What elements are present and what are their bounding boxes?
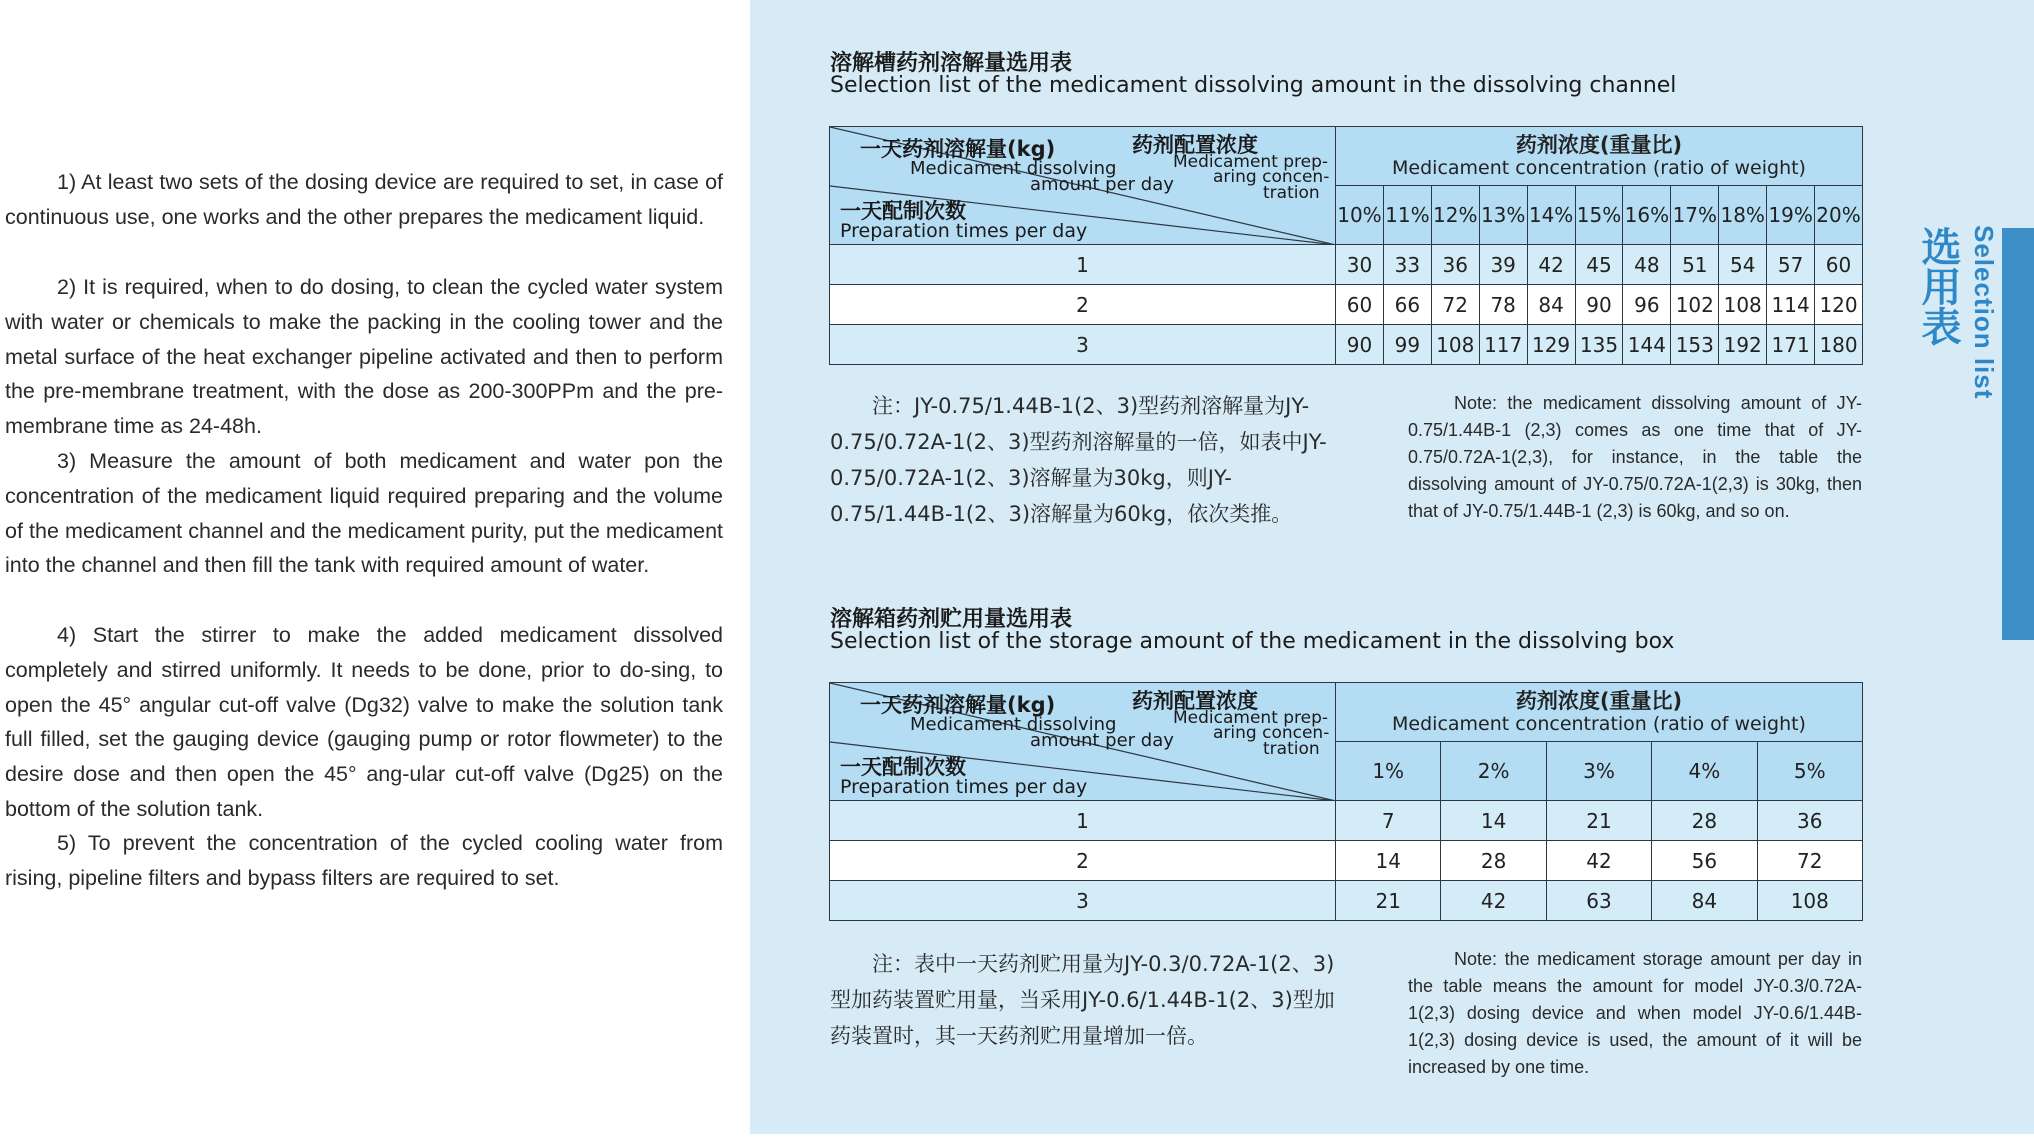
- table-cell: 90: [1575, 285, 1623, 325]
- prep-label-en: Preparation times per day: [840, 776, 1088, 798]
- dissolve-label-en-2: amount per day: [1030, 730, 1174, 751]
- table-cell: 39: [1479, 245, 1527, 285]
- table-cell: 108: [1719, 285, 1767, 325]
- table1-col-header: 12%: [1431, 186, 1479, 245]
- table-cell: 21: [1546, 801, 1651, 841]
- table1-col-header: 11%: [1383, 186, 1431, 245]
- paragraph-3: 3) Measure the amount of both medicament and water pon the concentration of the medicament liquid required preparing and the volume of the medicament channel and the medicament purity, put the medicament into the channel and then fill the tank with required amount of water.: [5, 449, 723, 578]
- left-text-panel: [0, 0, 750, 1143]
- table-cell: 180: [1815, 325, 1863, 365]
- table-row: [830, 325, 1863, 365]
- table-cell: 28: [1441, 841, 1546, 881]
- table1-title-en: Selection list of the medicament dissolving amount in the dissolving channel: [830, 73, 1677, 98]
- table1-col-header: 20%: [1815, 186, 1863, 245]
- table1-col-header: 10%: [1336, 186, 1384, 245]
- side-label-cn: 选用表: [1915, 226, 1961, 346]
- table-cell: 66: [1383, 285, 1431, 325]
- table-cell: 72: [1757, 841, 1862, 881]
- table-cell: 28: [1652, 801, 1757, 841]
- table-row: [830, 801, 1863, 841]
- table-cell: 56: [1652, 841, 1757, 881]
- table-cell: 14: [1336, 841, 1441, 881]
- prep-label-en: Preparation times per day: [840, 220, 1088, 242]
- config-label-cn: 药剂配置浓度: [1132, 689, 1258, 713]
- prep-label-cn: 一天配制次数: [840, 755, 966, 779]
- side-tab-bar: [2002, 228, 2034, 640]
- table2-note-cn: 注：表中一天药剂贮用量为JY-0.3/0.72A-1(2、3)型加药装置贮用量，当采用JY-0.6/1.44B-1(2、3)型加药装置时，其一天药剂贮用量增加一倍。: [830, 952, 1335, 1048]
- table2-title-cn: 溶解箱药剂贮用量选用表: [830, 607, 1073, 632]
- row-label: 1: [830, 245, 1336, 285]
- table1-concentration-header: [1336, 127, 1863, 186]
- table2-col-header: 4%: [1652, 742, 1757, 801]
- table-cell: 57: [1767, 245, 1815, 285]
- table-cell: 60: [1336, 285, 1384, 325]
- table-cell: 60: [1815, 245, 1863, 285]
- table-cell: 36: [1431, 245, 1479, 285]
- table2-diagonal-header: [830, 683, 1336, 801]
- table1-col-header: 19%: [1767, 186, 1815, 245]
- dissolve-label-en-1: Medicament dissolving: [910, 158, 1117, 179]
- row-label: 2: [830, 841, 1336, 881]
- table-row: [830, 881, 1863, 921]
- table1-col-header: 17%: [1671, 186, 1719, 245]
- table-row: [830, 245, 1863, 285]
- dissolve-label-en-1: Medicament dissolving: [910, 714, 1117, 735]
- row-label: 3: [830, 325, 1336, 365]
- table-cell: 7: [1336, 801, 1441, 841]
- table1-col-header: 14%: [1527, 186, 1575, 245]
- config-label-en-2: aring concen-: [1213, 723, 1330, 743]
- table-cell: 117: [1479, 325, 1527, 365]
- table2-note-en: Note: the medicament storage amount per day in the table means the amount for model JY-0.3/0.72A-1(2,3) dosing device and when model JY-0.6/1.44B-1(2,3) dosing device is used, the amount of it will be increased by one time.: [1408, 949, 1862, 1077]
- config-label-en-3: tration: [1263, 183, 1320, 203]
- concentration-label-en: Medicament concentration (ratio of weight): [1392, 713, 1806, 735]
- table-cell: 45: [1575, 245, 1623, 285]
- table-cell: 96: [1623, 285, 1671, 325]
- table-cell: 48: [1623, 245, 1671, 285]
- table-cell: 54: [1719, 245, 1767, 285]
- table1-note-cn: 注：JY-0.75/1.44B-1(2、3)型药剂溶解量为JY-0.75/0.72A-1(2、3)型药剂溶解量的一倍，如表中JY-0.75/0.72A-1(2、3)溶解量为30kg，则JY-0.75/1.44B-1(2、3)溶解量为60kg，依次类推。: [830, 394, 1327, 526]
- table-cell: 51: [1671, 245, 1719, 285]
- table1-col-header: 13%: [1479, 186, 1527, 245]
- table-cell: 21: [1336, 881, 1441, 921]
- table1-title-cn: 溶解槽药剂溶解量选用表: [830, 51, 1073, 76]
- table-cell: 33: [1383, 245, 1431, 285]
- table-cell: 99: [1383, 325, 1431, 365]
- concentration-label-cn: 药剂浓度(重量比): [1515, 133, 1683, 157]
- table2-col-header: 1%: [1336, 742, 1441, 801]
- table-cell: 90: [1336, 325, 1384, 365]
- row-label: 2: [830, 285, 1336, 325]
- paragraph-1: 1) At least two sets of the dosing device are required to set, in case of continuous use, one works and the other prepares the medicament liquid.: [5, 170, 723, 229]
- paragraph-4: 4) Start the stirrer to make the added medicament dissolved completely and stirred uniformly. It needs to be done, prior to do-sing, to open the 45° angular cut-off valve (Dg32) valve to make the solution tank full filled, set the gauging device (gauging pump or rotor flowmeter) to the desire dose and then open the 45° ang-ular cut-off valve (Dg25) on the bottom of the solution tank.: [5, 623, 723, 821]
- table-cell: 114: [1767, 285, 1815, 325]
- dissolve-label-cn: 一天药剂溶解量(kg): [860, 693, 1056, 717]
- table-cell: 78: [1479, 285, 1527, 325]
- table-cell: 102: [1671, 285, 1719, 325]
- table2: [829, 682, 1863, 921]
- table-row: [830, 841, 1863, 881]
- config-label-cn: 药剂配置浓度: [1132, 133, 1258, 157]
- config-label-en-1: Medicament prep-: [1173, 708, 1329, 728]
- table-cell: 42: [1441, 881, 1546, 921]
- dissolve-label-en-2: amount per day: [1030, 174, 1174, 195]
- table-cell: 129: [1527, 325, 1575, 365]
- table2-concentration-header: [1336, 683, 1863, 742]
- side-label-en: Selection list: [1969, 225, 1999, 400]
- prep-label-cn: 一天配制次数: [840, 199, 966, 223]
- dissolve-label-cn: 一天药剂溶解量(kg): [860, 137, 1056, 161]
- table1-note-en: Note: the medicament dissolving amount of JY-0.75/1.44B-1 (2,3) comes as one time that of JY-0.75/0.72A-1(2,3), for instance, in the table the dissolving amount of JY-0.75/0.72A-1(2,3) is 30kg, then that of JY-0.75/1.44B-1 (2,3) is 60kg, and so on.: [1408, 393, 1862, 521]
- table1: [829, 126, 1863, 365]
- table2-col-header: 5%: [1757, 742, 1862, 801]
- table-cell: 42: [1527, 245, 1575, 285]
- config-label-en-2: aring concen-: [1213, 167, 1330, 187]
- table-cell: 108: [1757, 881, 1862, 921]
- table-cell: 120: [1815, 285, 1863, 325]
- row-label: 3: [830, 881, 1336, 921]
- table-cell: 171: [1767, 325, 1815, 365]
- table-cell: 144: [1623, 325, 1671, 365]
- table2-col-header: 3%: [1546, 742, 1651, 801]
- table-cell: 14: [1441, 801, 1546, 841]
- table-cell: 108: [1431, 325, 1479, 365]
- paragraph-5: 5) To prevent the concentration of the cycled cooling water from rising, pipeline filters and bypass filters are required to set.: [5, 831, 723, 890]
- row-label: 1: [830, 801, 1336, 841]
- concentration-label-en: Medicament concentration (ratio of weight): [1392, 157, 1806, 179]
- table-cell: 30: [1336, 245, 1384, 285]
- table-cell: 153: [1671, 325, 1719, 365]
- config-label-en-1: Medicament prep-: [1173, 152, 1329, 172]
- table1-col-header: 15%: [1575, 186, 1623, 245]
- table-cell: 63: [1546, 881, 1651, 921]
- table1-col-header: 16%: [1623, 186, 1671, 245]
- table-row: [830, 285, 1863, 325]
- table2-col-header: 2%: [1441, 742, 1546, 801]
- concentration-label-cn: 药剂浓度(重量比): [1515, 689, 1683, 713]
- config-label-en-3: tration: [1263, 739, 1320, 759]
- table1-col-header: 18%: [1719, 186, 1767, 245]
- table2-title-en: Selection list of the storage amount of the medicament in the dissolving box: [830, 629, 1675, 654]
- table-cell: 135: [1575, 325, 1623, 365]
- table-cell: 42: [1546, 841, 1651, 881]
- paragraph-2: 2) It is required, when to do dosing, to clean the cycled water system with water or chemicals to make the packing in the cooling tower and the metal surface of the heat exchanger pipeline activated and then to perform the pre-membrane treatment, with the dose as 200-300PPm and the pre-membrane time as 24-48h.: [5, 275, 723, 439]
- table-cell: 84: [1527, 285, 1575, 325]
- table-cell: 192: [1719, 325, 1767, 365]
- table-cell: 36: [1757, 801, 1862, 841]
- table1-diagonal-header: [830, 127, 1336, 245]
- table-cell: 84: [1652, 881, 1757, 921]
- table-cell: 72: [1431, 285, 1479, 325]
